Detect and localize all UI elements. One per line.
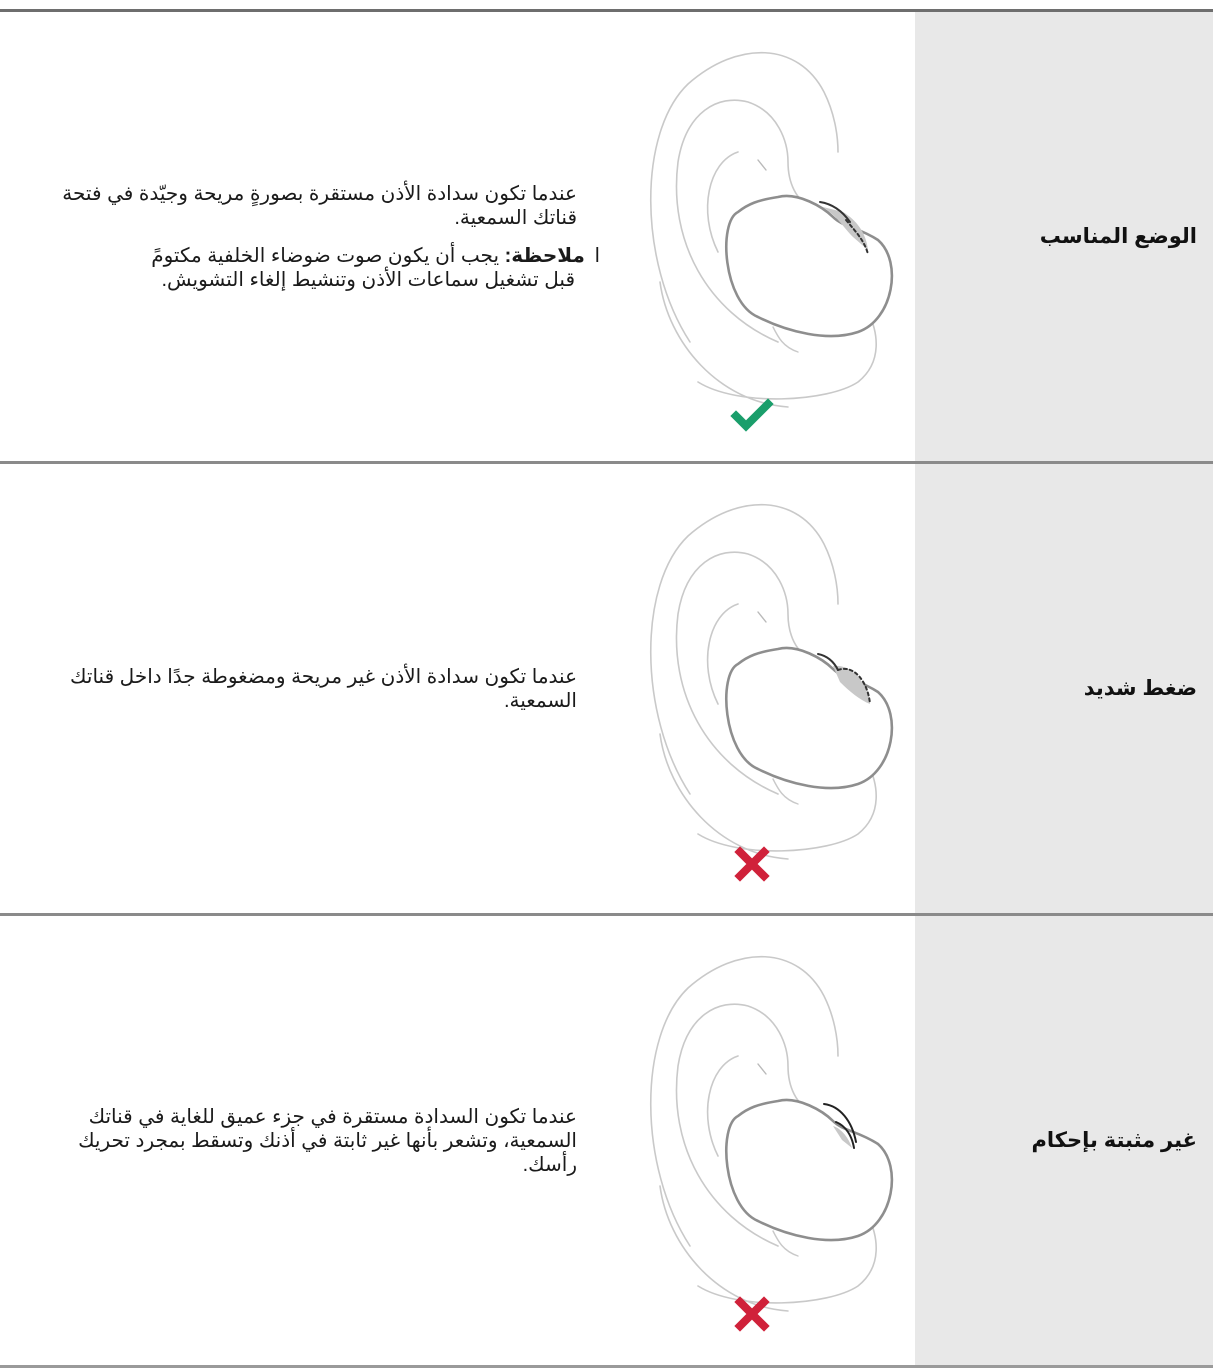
description-cell [0,12,605,461]
row-label: غير مثبتة بإحكام [1031,1129,1197,1152]
note-text-line2: قبل تشغيل سماعات الأذن وتنشيط إلغاء التشويش. [161,268,575,291]
label-cell [915,12,1213,461]
row-description: عندما تكون السدادة مستقرة في جزء عميق للغاية في قناتك السمعية، وتشعر بأنها غير ثابتة في أذنك وتسقط بمجرد تحريك رأسك. [78,1105,577,1176]
table-row-correct-fit [0,12,1213,464]
ear-tip-fit-table [0,9,1213,1368]
description-cell [0,916,605,1365]
ear-illustration-cell [628,916,914,1365]
ear-illustration-cell [628,12,914,461]
description-cell [0,464,605,913]
row-label: ضغط شديد [1083,677,1197,700]
earbud-body [726,196,892,336]
row-description: عندما تكون سدادة الأذن مستقرة بصورةٍ مريحة وجيّدة في فتحة قناتك السمعية. [62,182,577,229]
label-cell [915,916,1213,1365]
row-description: عندما تكون سدادة الأذن غير مريحة ومضغوطة جدًا داخل قناتك السمعية. [70,665,577,712]
table-row-too-loose [0,916,1213,1368]
note-block [20,244,600,292]
table-row-too-tight [0,464,1213,916]
note-text-line1: يجب أن يكون صوت ضوضاء الخلفية مكتومً [151,244,500,267]
cross-icon [728,1294,776,1334]
row-label: الوضع المناسب [1039,225,1197,248]
note-marker: ا [594,244,600,267]
cross-icon [728,844,776,884]
check-icon [728,394,776,434]
ear-illustration-cell [628,464,914,913]
note-label: ملاحظة: [504,244,585,267]
label-cell [915,464,1213,913]
